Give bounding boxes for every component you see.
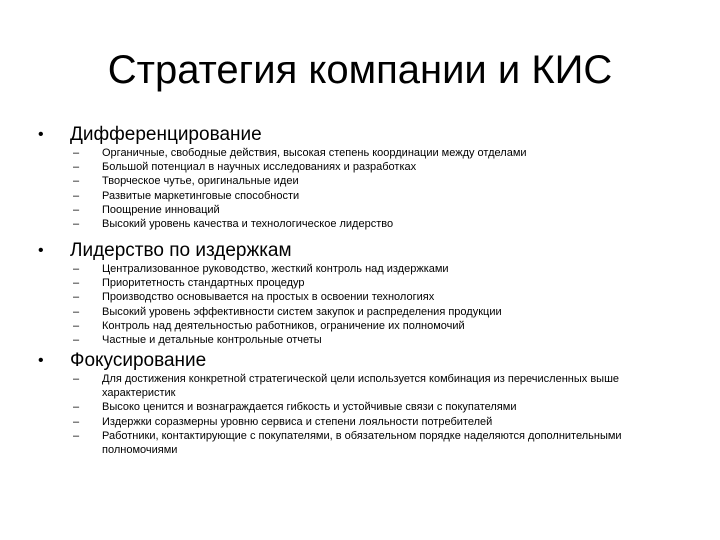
dash-icon: – — [73, 429, 80, 442]
list-item — [73, 217, 622, 231]
bullet-icon: • — [38, 352, 44, 369]
dash-icon: – — [73, 373, 80, 385]
bullet-icon: • — [38, 126, 44, 143]
list-item — [73, 415, 622, 429]
section-heading: Дифференцирование — [70, 124, 262, 145]
dash-icon: – — [73, 263, 80, 275]
item-text: Большой потенциал в научных исследованиях и разработках — [102, 161, 417, 174]
item-text: Контроль над деятельностью работников, ограничение их полномочий — [102, 319, 465, 332]
bullet-icon: • — [38, 242, 44, 259]
item-text: Высоко ценится и вознаграждается гибкость и устойчивые связи с покупателями — [102, 401, 517, 414]
section-focusing — [0, 350, 720, 457]
item-list — [0, 372, 720, 457]
dash-icon: – — [73, 415, 80, 428]
item-text: Централизованное руководство, жесткий контроль над издержками — [102, 263, 449, 275]
item-text: Органичные, свободные действия, высокая степень координации между отделами — [102, 147, 527, 159]
dash-icon: – — [73, 401, 80, 414]
dash-icon: – — [73, 203, 80, 216]
item-text: Работники, контактирующие с покупателями, в обязательном порядке наделяются дополнительными полномочиями — [102, 429, 622, 457]
dash-icon: – — [73, 291, 80, 304]
list-item — [73, 174, 622, 188]
list-item — [73, 305, 622, 319]
item-text: Поощрение инноваций — [102, 203, 220, 216]
dash-icon: – — [73, 305, 80, 318]
list-item — [73, 429, 622, 457]
dash-icon: – — [73, 334, 80, 347]
item-text: Творческое чутье, оригинальные идеи — [102, 175, 299, 188]
section-cost-leadership — [0, 240, 720, 350]
slide-title: Стратегия компании и КИС — [107, 48, 613, 92]
dash-icon: – — [73, 161, 80, 174]
list-item — [73, 400, 622, 414]
item-text: Высокий уровень эффективности систем закупок и распределения продукции — [102, 305, 502, 318]
dash-icon: – — [73, 175, 80, 188]
section-heading: Фокусирование — [70, 350, 207, 371]
section-heading: Лидерство по издержкам — [70, 240, 292, 261]
item-text: Развитые маркетинговые способности — [102, 189, 300, 202]
section-differentiation — [0, 124, 720, 240]
list-item — [73, 146, 622, 160]
slide-content — [0, 124, 720, 457]
list-item — [73, 203, 622, 217]
item-text: Высокий уровень качества и технологическое лидерство — [102, 218, 394, 231]
list-item — [73, 262, 622, 276]
item-list — [0, 146, 720, 231]
dash-icon: – — [73, 147, 80, 159]
list-item — [73, 160, 622, 174]
item-text: Для достижения конкретной стратегической цели используется комбинация из перечисленных выше характеристик — [102, 373, 620, 400]
dash-icon: – — [73, 218, 80, 231]
item-text: Частные и детальные контрольные отчеты — [102, 334, 322, 347]
item-text: Издержки соразмерны уровню сервиса и степени лояльности потребителей — [102, 415, 493, 428]
dash-icon: – — [73, 189, 80, 202]
dash-icon: – — [73, 277, 80, 290]
list-item — [73, 189, 622, 203]
list-item — [73, 319, 622, 333]
list-item — [73, 372, 622, 400]
item-list — [0, 262, 720, 347]
item-text: Производство основывается на простых в освоении технологиях — [102, 291, 435, 304]
item-text: Приоритетность стандартных процедур — [102, 277, 305, 290]
list-item — [73, 276, 622, 290]
dash-icon: – — [73, 319, 80, 332]
list-item — [73, 290, 622, 304]
list-item — [73, 333, 622, 347]
